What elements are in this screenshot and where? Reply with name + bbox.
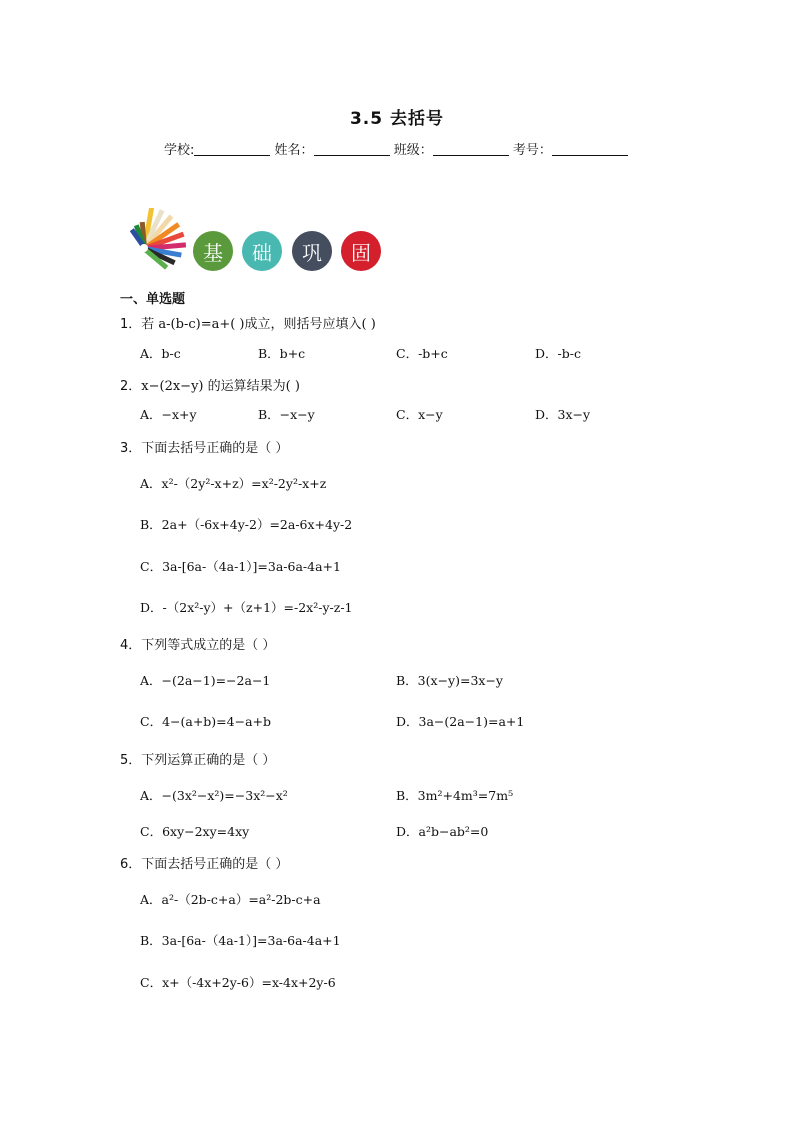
question-number: 2． xyxy=(120,379,142,394)
option-c[interactable]: C．x+（-4x+2y-6）=x-4x+2y-6 xyxy=(140,975,336,990)
exam-no-label: 考号： xyxy=(512,143,552,158)
option-d[interactable]: D．3x−y xyxy=(535,407,591,422)
option-a[interactable]: A．−(2a−1)=−2a−1 xyxy=(140,673,271,688)
option-b[interactable]: B．b+c xyxy=(258,346,306,361)
option-b[interactable]: B．3(x−y)=3x−y xyxy=(396,673,503,688)
question-number: 3． xyxy=(120,441,142,456)
option-c[interactable]: C．x−y xyxy=(396,407,443,422)
question-stem: 若 a-(b-c)=a+( )成立，则括号应填入( ) xyxy=(141,317,376,332)
option-b[interactable]: B．3m²+4m³=7m⁵ xyxy=(396,788,514,803)
option-d[interactable]: D．3a−(2a−1)=a+1 xyxy=(396,714,525,729)
question-6 xyxy=(120,853,288,872)
option-a[interactable]: A．a²-（2b-c+a）=a²-2b-c+a xyxy=(140,892,321,907)
option-a[interactable]: A．x²-（2y²-x+z）=x²-2y²-x+z xyxy=(140,476,327,491)
question-stem: 下列运算正确的是（ ） xyxy=(141,753,276,768)
option-c[interactable]: C．3a-[6a-（4a-1）]=3a-6a-4a+1 xyxy=(140,559,341,574)
question-number: 4． xyxy=(120,638,142,653)
name-label: 姓名： xyxy=(274,143,314,158)
option-d[interactable]: D．-b-c xyxy=(535,346,581,361)
banner-char-1: 基 xyxy=(193,231,233,271)
option-b[interactable]: B．−x−y xyxy=(258,407,315,422)
banner-char-4: 固 xyxy=(341,231,381,271)
banner-char-2: 础 xyxy=(242,231,282,271)
option-c[interactable]: C．4−(a+b)=4−a+b xyxy=(140,714,271,729)
option-c[interactable]: C．-b+c xyxy=(396,346,448,361)
option-c[interactable]: C．6xy−2xy=4xy xyxy=(140,824,250,839)
student-info-line xyxy=(164,139,628,158)
question-stem: 下面去括号正确的是（ ） xyxy=(141,857,289,872)
option-a[interactable]: A．b-c xyxy=(140,346,181,361)
page-title: 3.5 去括号 xyxy=(349,109,445,129)
exam-no-blank[interactable] xyxy=(552,142,628,156)
option-a[interactable]: A．−(3x²−x²)=−3x²−x² xyxy=(140,788,288,803)
school-label: 学校: xyxy=(164,143,195,158)
option-d[interactable]: D．-（2x²-y）+（z+1）=-2x²-y-z-1 xyxy=(140,600,353,615)
question-stem: x−(2x−y) 的运算结果为( ) xyxy=(141,379,300,394)
question-stem: 下列等式成立的是（ ） xyxy=(141,638,276,653)
question-number: 1． xyxy=(120,317,142,332)
option-d[interactable]: D．a²b−ab²=0 xyxy=(396,824,489,839)
question-2 xyxy=(120,375,300,394)
question-4 xyxy=(120,634,275,653)
banner-char-3: 巩 xyxy=(292,231,332,271)
question-number: 5． xyxy=(120,753,142,768)
class-blank[interactable] xyxy=(433,142,509,156)
question-1 xyxy=(120,313,376,332)
question-3 xyxy=(120,437,288,456)
question-5 xyxy=(120,749,275,768)
question-stem: 下面去括号正确的是（ ） xyxy=(141,441,289,456)
option-a[interactable]: A．−x+y xyxy=(140,407,197,422)
colored-pencils-icon xyxy=(130,208,192,270)
school-blank[interactable] xyxy=(194,142,270,156)
option-b[interactable]: B．3a-[6a-（4a-1）]=3a-6a-4a+1 xyxy=(140,933,341,948)
option-b[interactable]: B．2a+（-6x+4y-2）=2a-6x+4y-2 xyxy=(140,517,353,532)
section-title: 一、单选题 xyxy=(120,292,186,307)
name-blank[interactable] xyxy=(314,142,390,156)
class-label: 班级： xyxy=(393,143,433,158)
question-number: 6． xyxy=(120,857,142,872)
